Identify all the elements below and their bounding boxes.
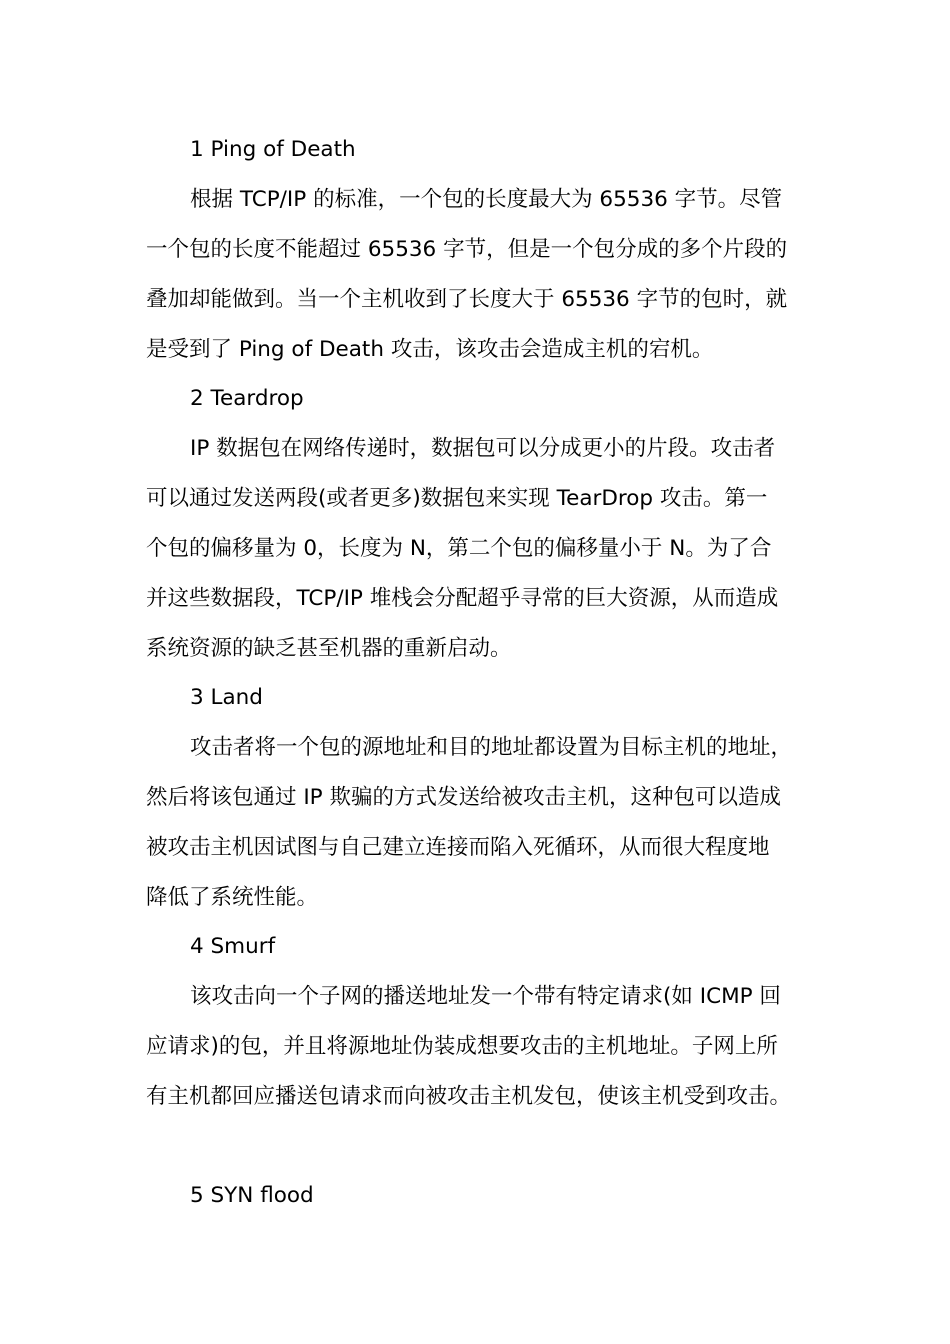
paragraph-line: 该攻击向一个子网的播送地址发一个带有特定请求(如 ICMP 回 bbox=[190, 984, 781, 1009]
paragraph-line: 被攻击主机因试图与自己建立连接而陷入死循环，从而很大程度地 bbox=[146, 835, 770, 860]
paragraph-line: 系统资源的缺乏甚至机器的重新启动。 bbox=[146, 636, 512, 661]
paragraph-line: 根据 TCP/IP 的标准，一个包的长度最大为 65536 字节。尽管 bbox=[190, 187, 783, 212]
section-heading-5: 5 SYN flood bbox=[190, 1183, 314, 1208]
section-heading-4: 4 Smurf bbox=[190, 934, 276, 959]
paragraph-line: 降低了系统性能。 bbox=[146, 885, 319, 910]
paragraph-line: 是受到了 Ping of Death 攻击，该攻击会造成主机的宕机。 bbox=[146, 337, 714, 362]
paragraph-line: 并这些数据段，TCP/IP 堆栈会分配超乎寻常的巨大资源，从而造成 bbox=[146, 586, 779, 611]
paragraph-line: 应请求)的包，并且将源地址伪装成想要攻击的主机地址。子网上所 bbox=[146, 1034, 778, 1059]
section-heading-1: 1 Ping of Death bbox=[190, 137, 356, 162]
section-heading-2: 2 Teardrop bbox=[190, 386, 304, 411]
paragraph-line: 个包的偏移量为 0，长度为 N，第二个包的偏移量小于 N。为了合 bbox=[146, 536, 772, 561]
paragraph-line: 有主机都回应播送包请求而向被攻击主机发包，使该主机受到攻击。 bbox=[146, 1084, 792, 1109]
paragraph-line: 可以通过发送两段(或者更多)数据包来实现 TearDrop 攻击。第一 bbox=[146, 486, 768, 511]
paragraph-line: 攻击者将一个包的源地址和目的地址都设置为目标主机的地址， bbox=[190, 735, 793, 760]
paragraph-line: 一个包的长度不能超过 65536 字节，但是一个包分成的多个片段的 bbox=[146, 237, 788, 262]
section-heading-3: 3 Land bbox=[190, 685, 263, 710]
paragraph-line: IP 数据包在网络传递时，数据包可以分成更小的片段。攻击者 bbox=[190, 436, 776, 461]
paragraph-line: 然后将该包通过 IP 欺骗的方式发送给被攻击主机，这种包可以造成 bbox=[146, 785, 781, 810]
paragraph-line: 叠加却能做到。当一个主机收到了长度大于 65536 字节的包时，就 bbox=[146, 287, 788, 312]
